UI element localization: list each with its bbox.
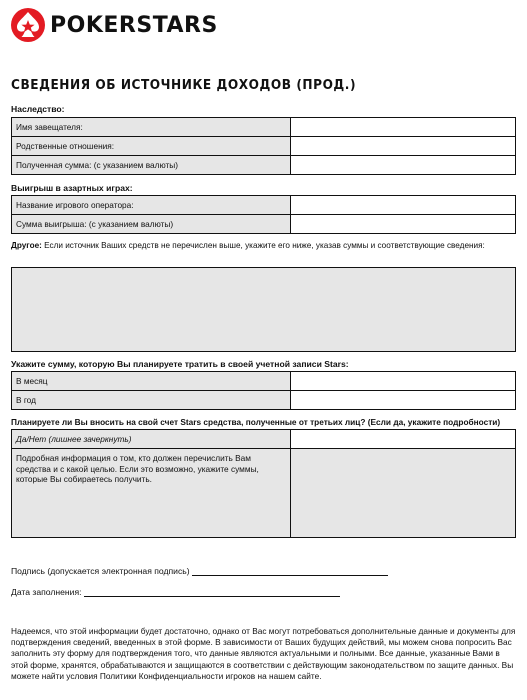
footer-text: Надеемся, что этой информации будет достаточно, однако от Вас могут потребоваться дополнительные данные и документы для подтверждения сведений, введенных в этой форме. В зависимости от Ваших будущих действий, мы можем снова попросить Вас заполнить эту форму для подтверждения того, что данные являются актуальными и полными. Все данные, указанные Вами в этой форме, хранятся, обрабатываются и защищаются в соответствии с действующим законодательством по защите данных. Вы можете найти условия Политики Конфиденциальности игроков на нашем сайте. xyxy=(11,626,516,681)
other-description: Если источник Ваших средств не перечислен выше, укажите его ниже, указав суммы и соответствующие сведения: xyxy=(41,241,485,250)
other-heading: Другое: xyxy=(11,241,42,250)
other-section-text xyxy=(11,241,511,252)
inheritance-table xyxy=(11,117,516,175)
yes-no-note: (лишнее зачеркнуть) xyxy=(46,434,132,444)
third-party-details-field[interactable] xyxy=(291,449,516,538)
brand-name: POKERSTARS xyxy=(50,12,218,38)
testator-name-label: Имя завещателя: xyxy=(12,118,291,137)
gambling-heading: Выигрыш в азартных играх: xyxy=(11,183,133,193)
spade-star-icon xyxy=(10,7,46,43)
date-label: Дата заполнения: xyxy=(11,587,82,597)
date-line[interactable] xyxy=(84,587,340,597)
yes-no-field[interactable] xyxy=(291,430,516,449)
other-details-box[interactable] xyxy=(11,267,516,352)
winnings-amount-field[interactable] xyxy=(291,215,516,234)
operator-name-label: Название игрового оператора: xyxy=(12,196,291,215)
per-year-label: В год xyxy=(12,391,291,410)
date-row xyxy=(11,587,340,597)
signature-row xyxy=(11,566,388,576)
winnings-amount-label: Сумма выигрыша: (с указанием валюты) xyxy=(12,215,291,234)
inheritance-heading: Наследство: xyxy=(11,104,65,114)
page-title: СВЕДЕНИЯ ОБ ИСТОЧНИКЕ ДОХОДОВ (ПРОД.) xyxy=(11,78,357,93)
per-month-label: В месяц xyxy=(12,372,291,391)
per-month-field[interactable] xyxy=(291,372,516,391)
relationship-field[interactable] xyxy=(291,137,516,156)
yes-no-cell xyxy=(12,430,291,449)
planned-spending-heading: Укажите сумму, которую Вы планируете тратить в своей учетной записи Stars: xyxy=(11,359,349,369)
signature-label: Подпись (допускается электронная подпись) xyxy=(11,566,190,576)
third-party-details-label: Подробная информация о том, кто должен перечислить Вам средства и с какой целью. Если это возможно, укажите суммы, которые Вы собираетесь получить. xyxy=(12,449,291,538)
gambling-table xyxy=(11,195,516,234)
signature-line[interactable] xyxy=(192,566,388,576)
yes-no-label: Да/Нет xyxy=(16,434,47,444)
per-year-field[interactable] xyxy=(291,391,516,410)
operator-name-field[interactable] xyxy=(291,196,516,215)
pokerstars-logo xyxy=(10,5,218,45)
received-amount-label: Полученная сумма: (с указанием валюты) xyxy=(12,156,291,175)
relationship-label: Родственные отношения: xyxy=(12,137,291,156)
testator-name-field[interactable] xyxy=(291,118,516,137)
third-party-heading: Планируете ли Вы вносить на свой счет Stars средства, полученные от третьих лиц? (Если да, укажите подробности) xyxy=(11,417,501,427)
planned-spending-table xyxy=(11,371,516,410)
received-amount-field[interactable] xyxy=(291,156,516,175)
third-party-table xyxy=(11,429,516,538)
